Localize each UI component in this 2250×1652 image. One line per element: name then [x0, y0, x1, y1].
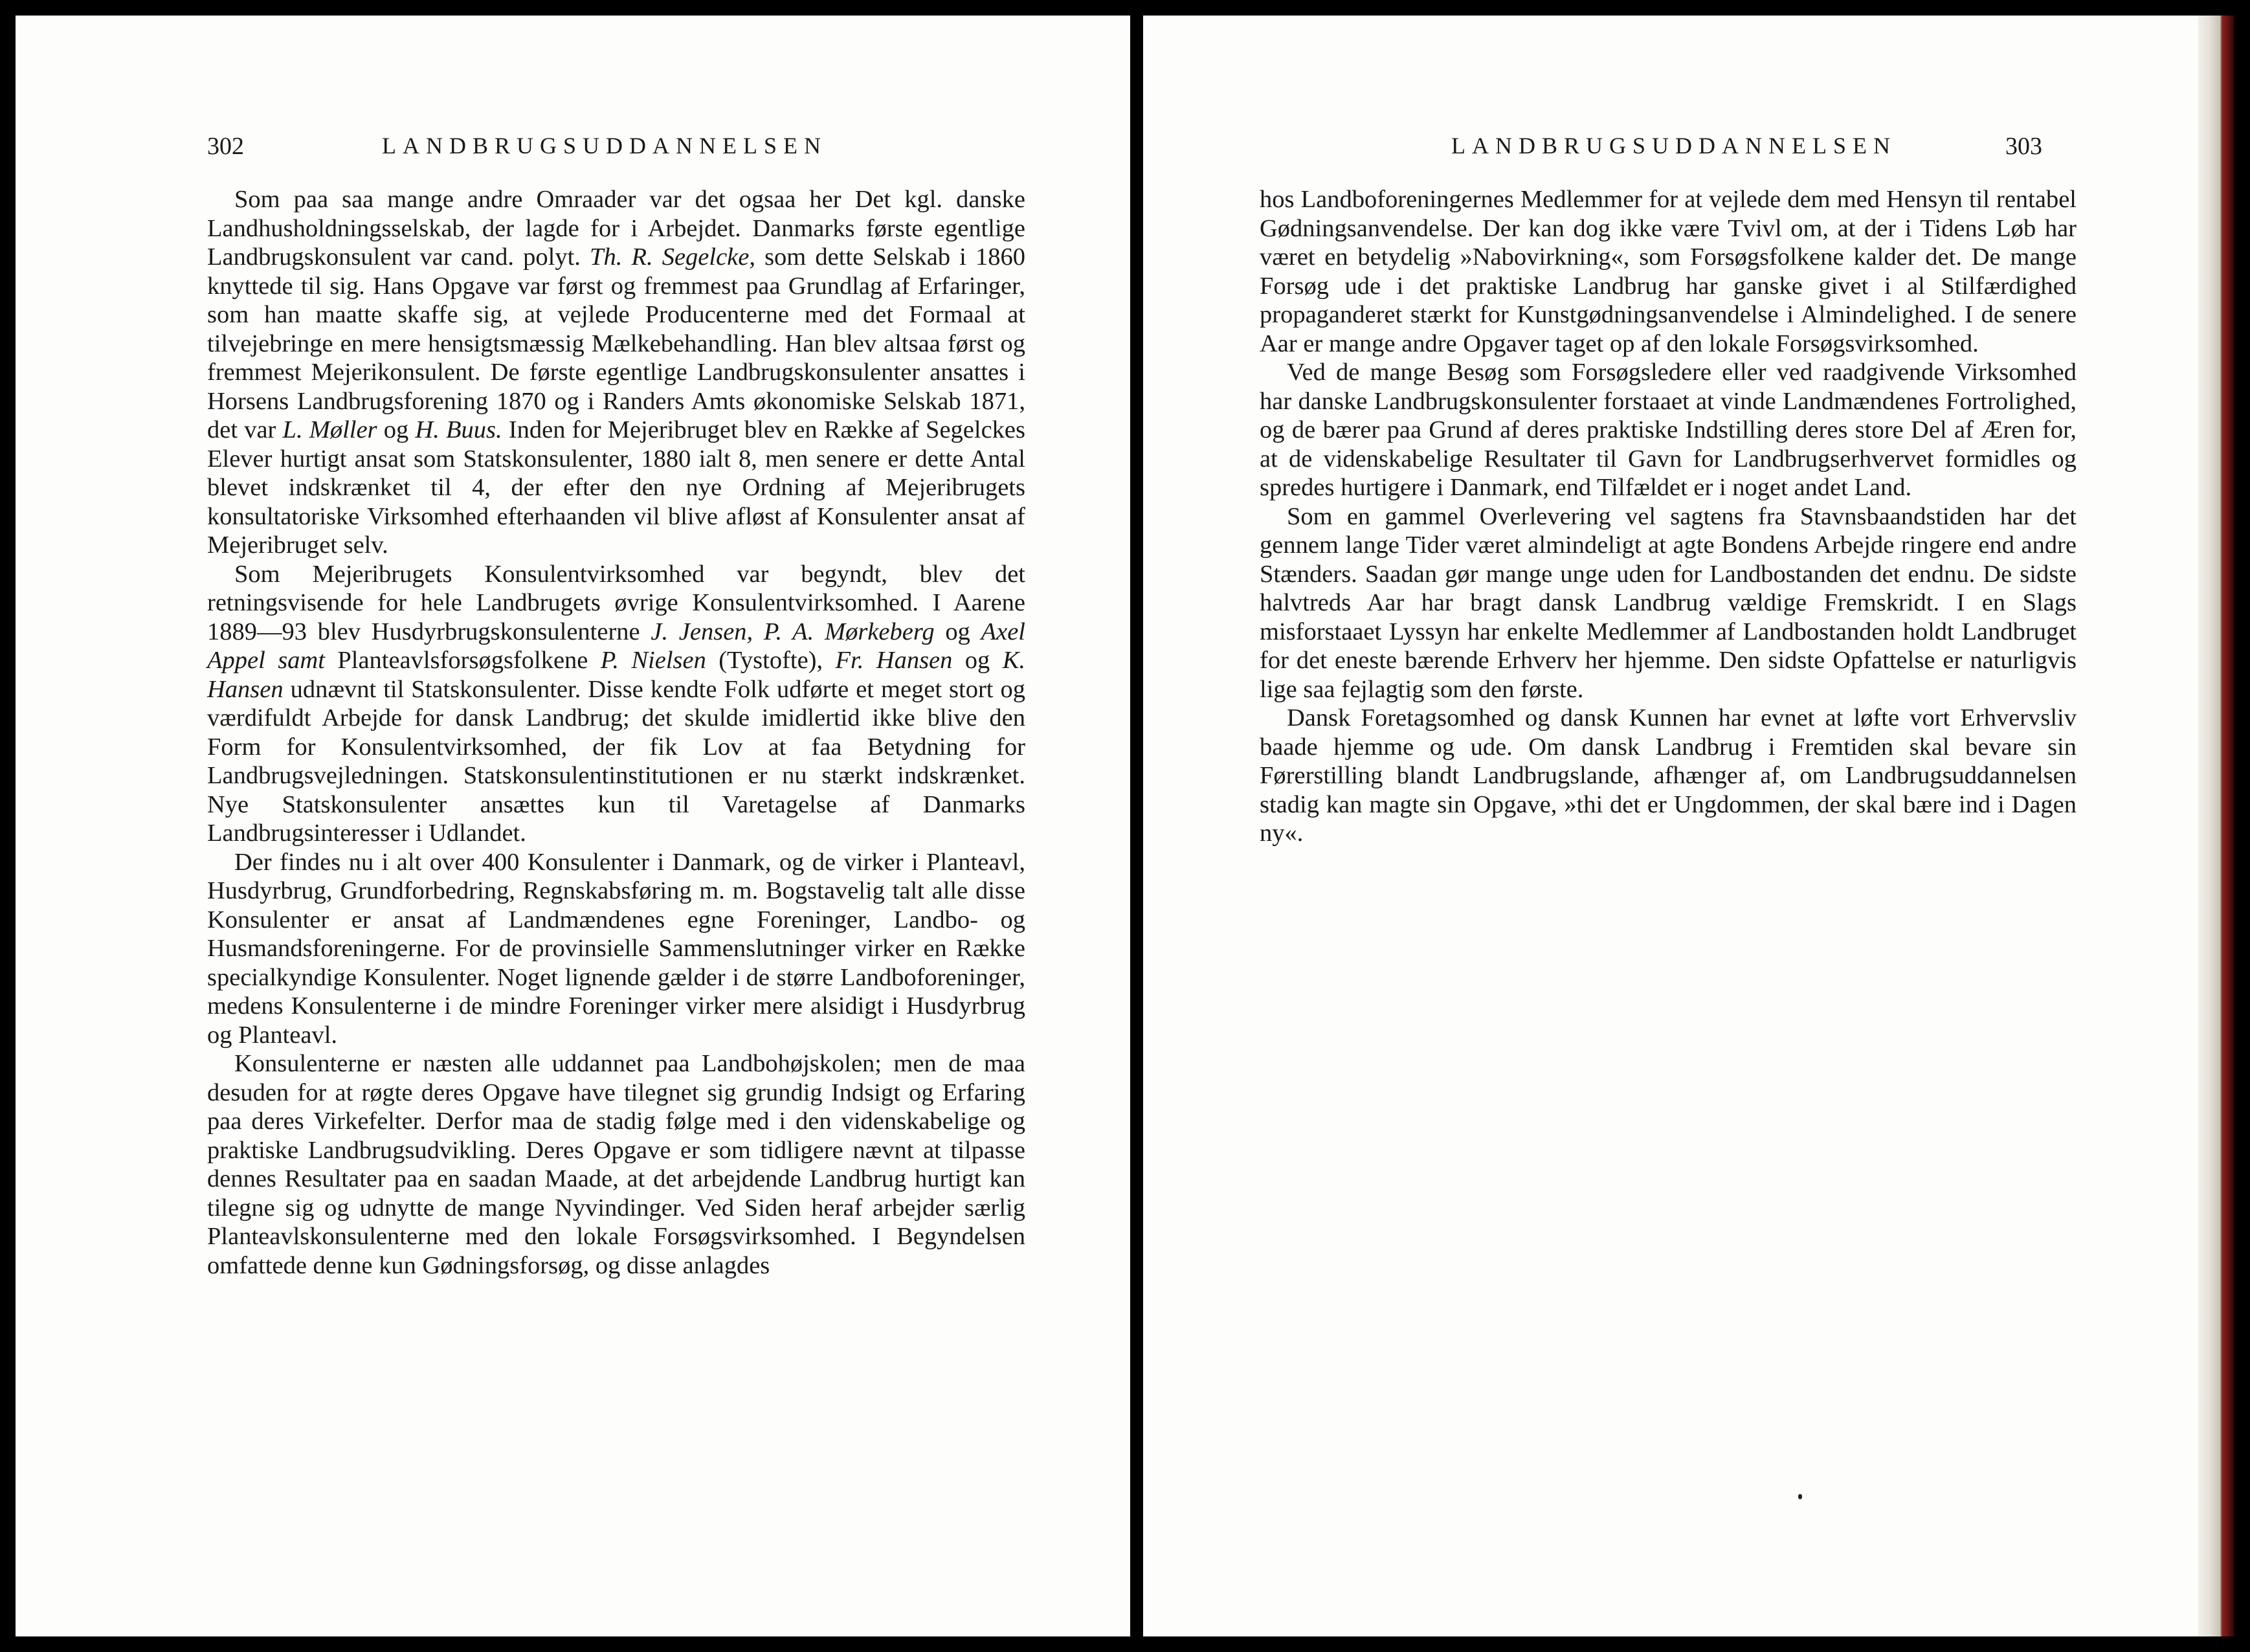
print-speck [1798, 1494, 1802, 1499]
text-run: Som en gammel Overlevering vel sagtens fra Stavnsbaandstiden har det gennem lange Tider været almindeligt at agte Bondens Arbejde ringere end andre Stænders. Saadan gør mange unge uden for Landbostanden det endnu. De sidste halvtreds Aar har bragt dansk Landbrug vældige Fremskridt. I en Slags misforstaaet Lyssyn har enkelte Medlemmer af Landbostanden holdt Landbruget for det eneste bærende Erhverv her hjemme. Den sidste Opfattelse er naturligvis lige saa fejlagtig som den første. [1260, 502, 2077, 703]
text-run: Som Mejeribrugets Konsulentvirksomhed var begyndt, blev det retningsvisende for hele Landbrugets øvrige Konsulentvirksomhed. I Aarene 1889—93 blev Husdyrbrugskonsulenterne [207, 560, 1025, 645]
text-run: udnævnt til Statskonsulenter. Disse kendte Folk udførte et meget stort og værdifuldt Arbejde for dansk Landbrug; det skulde imidlertid ikke blive den Form for Konsulentvirksomhed, der fik Lov at faa Betydning for Landbrugsvejledningen. Statskonsulentinstitutionen er nu stærkt indskrænket. Nye Statskonsulenter ansættes kun til Varetagelse af Danmarks Landbrugsinteresser i Udlandet. [207, 675, 1025, 847]
text-run: som dette Selskab i 1860 knyttede til sig. Hans Opgave var først og fremmest paa Grundlag af Erfaringer, som han maatte skaffe sig, at vejlede Producenterne med det Formaal at tilvejebringe en mere hensigtsmæssig Mælkebehandling. Han blev altsaa først og fremmest Mejerikonsulent. De første egentlige Landbrugskonsulenter ansattes i Horsens Landbrugsforening 1870 og i Randers Amts økonomiske Selskab 1871, det var [207, 243, 1025, 443]
text-run: og [377, 416, 416, 443]
paragraph [207, 1049, 1025, 1280]
italic-name: K. Hansen [207, 647, 1025, 703]
right-page [1143, 16, 2198, 1636]
page-number: 303 [2005, 133, 2042, 160]
italic-name: P. Nielsen [600, 647, 706, 674]
paragraph [1260, 704, 2077, 848]
left-page-body [207, 185, 1025, 1280]
italic-name: Fr. Hansen [835, 647, 953, 674]
page-number: 302 [207, 133, 244, 160]
text-run: Som paa saa mange andre Omraader var det ogsaa her Det kgl. danske Landhusholdningsselskab, der lagde for i Arbejdet. Danmarks første egentlige Landbrugskonsulent var cand. polyt. [207, 186, 1025, 271]
italic-name: Th. R. Segelcke, [590, 243, 755, 271]
text-run: Der findes nu i alt over 400 Konsulenter i Danmark, og de virker i Planteavl, Husdyrbrug, Grundforbedring, Regnskabsføring m. m. Bogstavelig talt alle disse Konsulenter er ansat af Landmændenes egne Foreninger, Landbo- og Husmandsforeningerne. For de provinsielle Sammenslutninger virker en Række specialkyndige Konsulenter. Noget lignende gælder i de større Landboforeninger, medens Konsulenterne i de mindre Foreninger virker mere alsidigt i Husdyrbrug og Planteavl. [207, 848, 1025, 1049]
paragraph [1260, 185, 2077, 358]
text-run: Inden for Mejeribruget blev en Række af Segelckes Elever hurtigt ansat som Statskonsulenter, 1880 ialt 8, men senere er dette Antal blevet indskrænket til 4, der efter den nye Ordning af Mejeribrugets konsultatoriske Virksomhed efterhaanden vil blive afløst af Konsulenter ansat af Mejeribruget selv. [207, 416, 1025, 559]
italic-name: J. Jensen, P. A. Mørkeberg [651, 618, 935, 645]
text-run: Ved de mange Besøg som Forsøgsledere eller ved raadgivende Virksomhed har danske Landbrugskonsulenter forstaaet at vinde Landmændenes Fortrolighed, og de bærer paa Grund af deres praktiske Indstilling deres store Del af Æren for, at de videnskabelige Resultater til Gavn for Landbrugserhvervet formidles og spredes hurtigere i Danmark, end Tilfældet er i noget andet Land. [1260, 359, 2077, 501]
text-run: Dansk Foretagsomhed og dansk Kunnen har evnet at løfte vort Erhvervsliv baade hjemme og ude. Om dansk Landbrug i Fremtiden skal bevare sin Førerstilling blandt Landbrugslande, afhænger af, om Landbrugsuddannelsen stadig kan magte sin Opgave, »thi det er Ungdommen, der skal bære ind i Dagen ny«. [1260, 704, 2077, 847]
text-run: hos Landboforeningernes Medlemmer for at vejlede dem med Hensyn til rentabel Gødningsanvendelse. Der kan dog ikke være Tvivl om, at der i Tidens Løb har været en betydelig »Nabovirkning«, som Forsøgsfolkene kalder det. De mange Forsøg ude i det praktiske Landbrug har ganske givet i al Stilfærdighed propaganderet stærkt for Kunstgødningsanvendelse i Almindelighed. I de senere Aar er mange andre Opgaver taget op af den lokale Forsøgsvirksomhed. [1260, 186, 2077, 357]
italic-name: H. Buus. [415, 416, 502, 443]
italic-name: L. Møller [282, 416, 377, 443]
text-run: og [952, 647, 1003, 674]
paragraph [207, 185, 1025, 560]
paragraph [207, 560, 1025, 848]
italic-name: Axel Appel samt [207, 618, 1025, 674]
running-head: LANDBRUGSUDDANNELSEN [1451, 133, 1897, 159]
right-page-body [1260, 185, 2077, 848]
text-run: (Tystofte), [706, 647, 836, 674]
text-run: og [934, 618, 981, 645]
left-page-header [16, 132, 1130, 171]
text-run: Planteavlsforsøgsfolkene [324, 647, 601, 674]
paragraph [1260, 502, 2077, 704]
left-page [16, 16, 1130, 1636]
running-head: LANDBRUGSUDDANNELSEN [382, 133, 828, 159]
text-run: Konsulenterne er næsten alle uddannet paa Landbohøjskolen; men de maa desuden for at røgte deres Opgave have tilegnet sig grundig Indsigt og Erfaring paa deres Virkefelter. Derfor maa de stadig følge med i den videnskabelige og praktiske Landbrugsudvikling. Deres Opgave er som tidligere nævnt at tilpasse dennes Resultater paa en saadan Maade, at det arbejdende Landbrug hurtigt kan tilegne sig og udnytte de mange Nyvindinger. Ved Siden heraf arbejder særlig Planteavlskonsulenterne med den lokale Forsøgsvirksomhed. I Begyndelsen omfattede denne kun Gødningsforsøg, og disse anlagdes [207, 1050, 1025, 1279]
book-edge [2198, 16, 2234, 1636]
paragraph [1260, 358, 2077, 502]
right-page-header [1143, 132, 2198, 171]
paragraph [207, 848, 1025, 1050]
